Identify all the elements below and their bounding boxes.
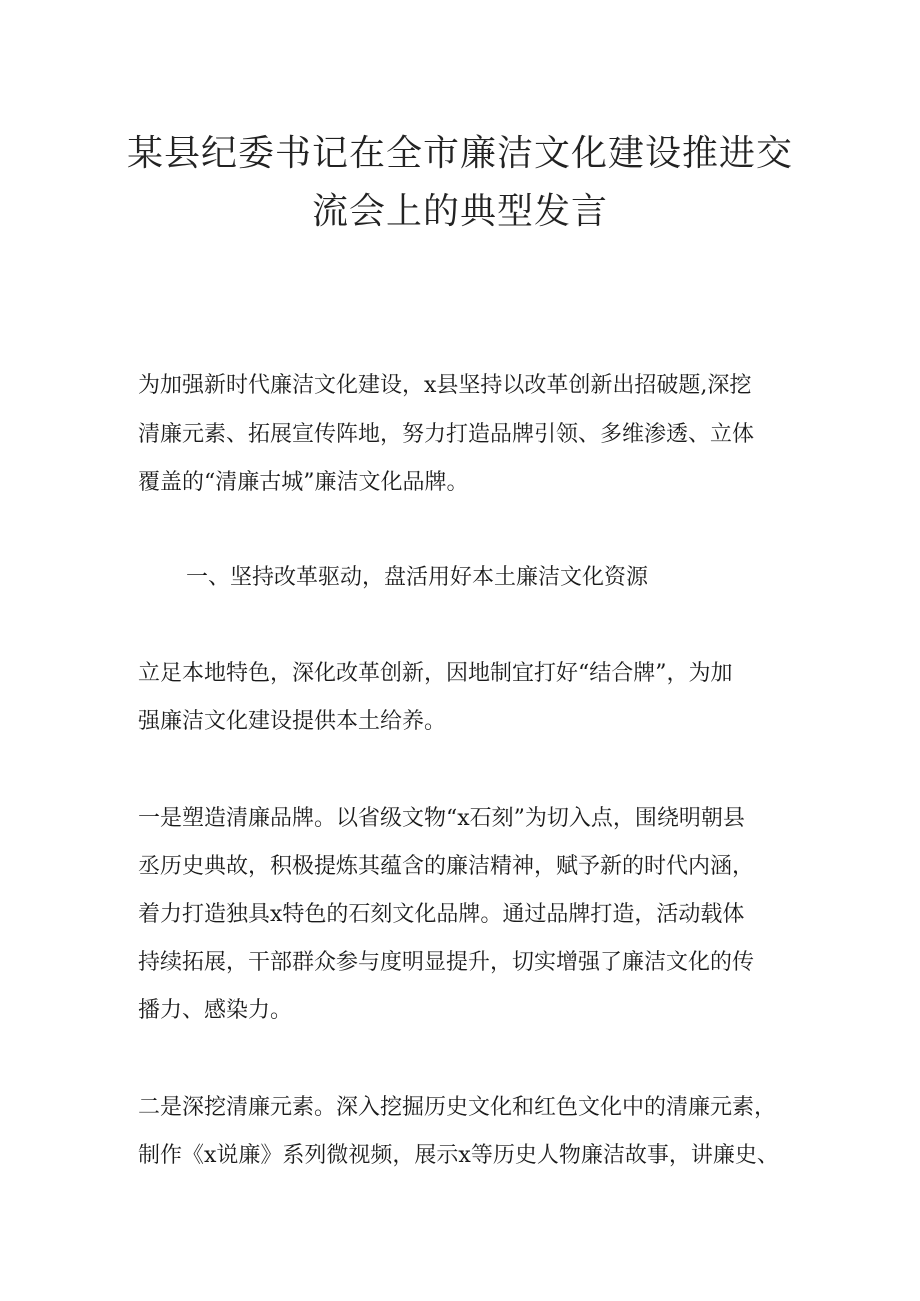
intro-line-1: 为加强新时代廉洁文化建设，x县坚持以改革创新出招破题,深挖 (138, 373, 752, 398)
intro-line-3: 覆盖的“清廉古城”廉洁文化品牌。 (138, 470, 469, 495)
point-1-line-5: 播力、感染力。 (138, 998, 293, 1023)
section-1-heading: 一、坚持改革驱动，盘活用好本土廉洁文化资源 (186, 565, 649, 590)
document-title-line-1: 某县纪委书记在全市廉洁文化建设推进交 (126, 133, 793, 174)
document-title-line-2: 流会上的典型发言 (311, 191, 608, 232)
point-1-line-2: 丞历史典故，积极提炼其蕴含的廉洁精神，赋予新的时代内涵， (138, 854, 755, 879)
point-2-line-1: 二是深挖清廉元素。深入挖掘历史文化和红色文化中的清廉元素， (138, 1095, 777, 1120)
section-1-line-1: 立足本地特色，深化改革创新，因地制宜打好“结合牌”，为加 (138, 661, 733, 686)
point-1-line-4: 持续拓展，干部群众参与度明显提升，切实增强了廉洁文化的传 (138, 950, 755, 975)
point-1-line-3: 着力打造独具x特色的石刻文化品牌。通过品牌打造，活动载体 (138, 902, 745, 927)
point-2-line-2: 制作《x说廉》系列微视频，展示x等历史人物廉洁故事，讲廉史、 (138, 1143, 779, 1168)
intro-line-2: 清廉元素、拓展宣传阵地，努力打造品牌引领、多维渗透、立体 (138, 422, 755, 447)
section-1-line-2: 强廉洁文化建设提供本土给养。 (138, 709, 447, 734)
point-1-line-1: 一是塑造清廉品牌。以省级文物“x石刻”为切入点，围绕明朝县 (138, 806, 745, 831)
